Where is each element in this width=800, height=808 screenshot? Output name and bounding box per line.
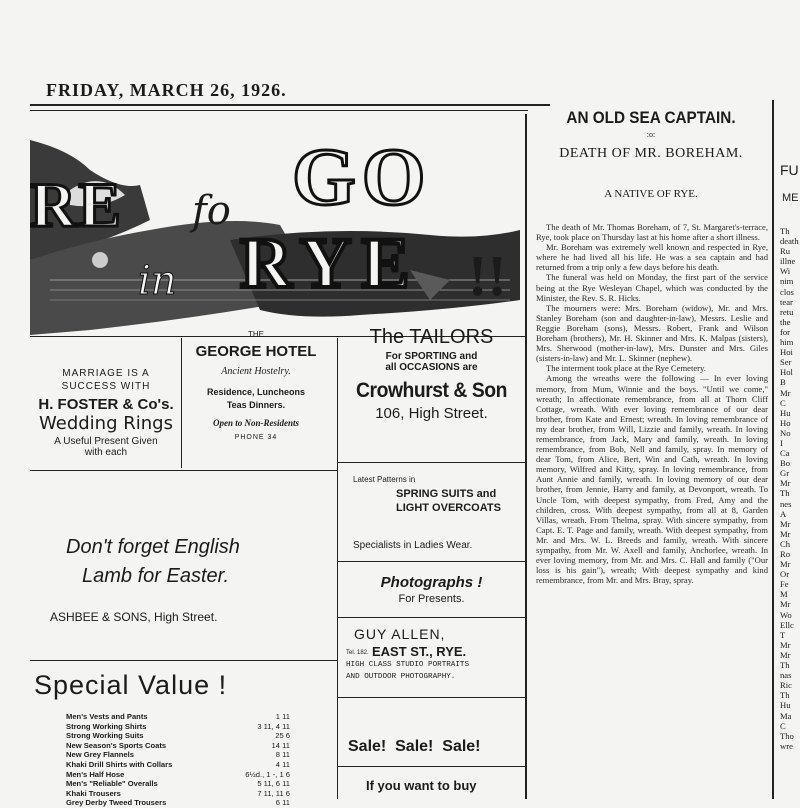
tailors-address: 106, High Street. <box>375 405 488 422</box>
right-column-fragment: nas <box>780 670 792 681</box>
banner-word-re: RE <box>30 169 123 240</box>
right-column-fragment: Tho <box>780 730 794 741</box>
tailors-line1: For SPORTING and <box>385 351 478 362</box>
right-column-fragment: C <box>780 720 786 731</box>
list-item: New Season's Sports Coats 14 11 <box>66 740 290 750</box>
list-item: Khaki Trousers 7 11, 11 6 <box>66 788 290 798</box>
special-title: Special Value ! <box>34 670 228 700</box>
right-column-fragment: nes <box>780 498 792 509</box>
lamb-line2: Lamb for Easter. <box>82 565 230 587</box>
right-column-fragment: Mr <box>780 387 791 398</box>
marriage-line1: MARRIAGE IS A <box>62 368 150 379</box>
right-column-fragments <box>780 226 800 799</box>
right-heading-a: FU <box>780 162 799 178</box>
photo-ad <box>338 574 525 605</box>
right-column-fragment: death <box>780 236 799 247</box>
right-column-fragment: C <box>780 397 786 408</box>
right-column-fragment: Hol <box>780 367 793 378</box>
photo-tel: Tel. 182. <box>346 650 369 656</box>
banner-exclaim: !! <box>468 243 507 308</box>
right-column-fragment: Gr <box>780 468 790 479</box>
photo-title: Photographs ! <box>380 574 483 591</box>
marriage-line5: A Useful Present Given <box>54 436 158 447</box>
banner-word-in: in <box>138 258 177 304</box>
right-column-fragment: B <box>780 377 786 388</box>
tailors-title: The TAILORS <box>369 326 494 348</box>
photo-line2: AND OUTDOOR PHOTOGRAPHY. <box>346 673 456 681</box>
right-column-fragment: for <box>780 326 791 337</box>
hotel-line1: Residence, Luncheons <box>206 387 306 397</box>
photo-name: GUY ALLEN, <box>354 626 446 642</box>
special-list <box>66 712 290 808</box>
article-paragraph: Mr. Boreham was extremely well known and respected in Rye, where he had lived all his life. He was a sea captain and had returned from a trip only a few days before his death. <box>536 242 768 273</box>
list-item: Strong Working Suits 25 6 <box>66 731 290 741</box>
right-column-fragment: Hoi <box>780 347 793 358</box>
hotel-ad <box>182 330 330 441</box>
right-column-fragment: Hu <box>780 700 791 711</box>
right-column-fragment: Mr <box>780 518 791 529</box>
article-divider: :o: <box>646 130 656 139</box>
tailors-latest: Latest Patterns in <box>353 475 416 484</box>
right-column-fragment: Wi <box>780 266 791 277</box>
article-right-rule <box>772 100 774 799</box>
marriage-product: Wedding Rings <box>39 413 173 434</box>
right-column-fragment: Ma <box>780 710 792 721</box>
sale-divider <box>338 766 525 767</box>
right-column-fragment: I <box>780 437 783 448</box>
right-column-fragment: Th <box>780 226 790 236</box>
right-column-fragment: Fe <box>780 579 789 590</box>
hotel-the: THE <box>248 330 264 339</box>
list-item: Men's "Reliable" Overalls 5 11, 6 11 <box>66 779 290 789</box>
lamb-firm: ASHBEE & SONS, High Street. <box>50 610 218 624</box>
right-column-fragment: retu <box>780 306 794 317</box>
right-column-fragment: No <box>780 427 791 438</box>
right-column-fragment: Ser <box>780 357 792 368</box>
right-column-fragment: Wo <box>780 609 792 620</box>
article-paragraph: Among the wreaths were the following — In ever loving memory, from Mum, Winnie and the boys. "Until we come," wreath; In affectionate remembrance, from all at Thorn Cliff Cottage, wreath. With ever loving remembrance of our dear brother, from Kate and Ernest; wreath. In loving remembrance of my dear brother, from Will, Lizzie and family, wreath. In loving remembrance, from Jack, Mary and family, wreath. In loving remembrance, from Bob, Nell and family, spray. In memory of dear Tom, from Alice, Bert, Win and Cath, wreath. In loving memory, Wilfred and Kitty, spray. In loving remembrance, from Aunt Annie and family, wreath. In loving memory of our dear brother, from Jennie, Harry and family, at Devonport, wreath. To Uncle Tom, with deepest sympathy, from Fred, Amy and the children, cross. With deepest sympathy, from all at 8, Garden Villas, wreath. From Thelma, spray. With sincere sympathy, from Capt. E. T. Page and family, wreath. With deepest sympathy, from Mr. and Mrs. W. L. Breeds and family, wreath. With sincere sympathy, from Mr. W. Axell and family, Anchorlee, wreath. In ever loving memory, from Mr. and Mrs. C. Hall and family ("Our loss is his gain"), wreath; With deepest sympathy and kind remembrance, from Mr. and Mrs. Bray, spray. <box>536 373 768 586</box>
article-body <box>536 222 768 799</box>
right-column-fragment: Ch <box>780 538 791 549</box>
right-column-fragment: T <box>780 629 786 640</box>
photo-bottom-rule <box>338 697 525 698</box>
marriage-line6: with each <box>84 447 128 458</box>
hotel-line2: Teas Dinners. <box>226 400 286 410</box>
banner-illustration <box>30 130 520 335</box>
article-paragraph: The mourners were: Mrs. Boreham (widow), Mr. and Mrs. Stanley Boreham (son and daughter-in-law), Messrs. Leslie and Reggie Boreham (sons), Messrs. Robert, Frank and Wilson Boreham (brothers), Mr. H. Skinner and Mrs. K. Malpas (sisters), Mrs. Sherwood (mother-in-law), Mrs. Dunster and Mrs. Giles (sisters-in-law) and Mr. L. Skinner (nephew). <box>536 302 768 364</box>
banner-word-to: fo <box>192 188 231 234</box>
lamb-bottom-rule <box>30 660 337 661</box>
banner-word-go: GO <box>292 131 432 222</box>
right-column-fragment: Mr <box>780 559 791 570</box>
right-column-fragment: Mr <box>780 599 791 610</box>
right-column-fragment: M <box>780 589 788 600</box>
right-column-fragment: nim <box>780 276 794 287</box>
right-heading-b: ME <box>782 192 799 204</box>
list-item: Grey Derby Tweed Trousers 6 11 <box>66 798 290 808</box>
right-column-fragment: Hu <box>780 407 791 418</box>
list-item: New Grey Flannels 8 11 <box>66 750 290 760</box>
lamb-line1: Don't forget English <box>66 536 240 558</box>
article-headline: AN OLD SEA CAPTAIN. <box>566 108 736 127</box>
right-column-fragment: wre <box>780 740 793 751</box>
list-item: Strong Working Shirts 3 11, 4 11 <box>66 721 290 731</box>
right-column-fragment: him <box>780 337 794 348</box>
right-column-fragment: Th <box>780 660 790 671</box>
tailors-bottom-rule <box>338 561 525 562</box>
right-column-fragment: clos <box>780 286 794 297</box>
article-subhead: DEATH OF MR. BOREHAM. <box>559 146 743 161</box>
right-column-fragment: Ho <box>780 417 791 428</box>
right-column-fragment: Mr <box>780 478 791 489</box>
masthead-rule <box>30 104 550 106</box>
right-column-fragment: Bo <box>780 458 791 469</box>
sale-sub: If you want to buy <box>366 778 477 793</box>
photo-line1: HIGH CLASS STUDIO PORTRAITS <box>346 661 470 669</box>
photo-sub: For Presents. <box>398 593 465 605</box>
sale-title: Sale! Sale! Sale! <box>348 738 481 755</box>
marriage-ad <box>30 368 182 458</box>
hotel-subtitle: Ancient Hostelry. <box>221 366 291 377</box>
tailors-divider <box>338 462 525 463</box>
right-column-fragment: Mr <box>780 639 791 650</box>
left-mid-rule <box>30 470 337 471</box>
masthead-rule-thin <box>30 110 528 111</box>
right-column-fragment: illne <box>780 256 796 267</box>
right-column-fragment: Th <box>780 488 790 499</box>
right-column-fragment: Mr <box>780 528 791 539</box>
tailors-ad <box>338 326 525 422</box>
right-column-fragment: Th <box>780 690 790 701</box>
photo-address: EAST ST., RYE. <box>372 644 467 659</box>
photo-divider <box>338 617 525 618</box>
banner-word-rye: RYE <box>240 223 420 303</box>
marriage-line2: SUCCESS WITH <box>61 381 151 392</box>
hotel-line3: Open to Non-Residents <box>212 418 299 428</box>
right-column-fragment: Ca <box>780 448 790 459</box>
tailors-specialists: Specialists in Ladies Wear. <box>353 540 473 551</box>
list-item: Men's Half Hose 6½d., 1 -, 1 6 <box>66 769 290 779</box>
right-column-fragment: Mr <box>780 649 791 660</box>
article-subhead2: A NATIVE OF RYE. <box>604 188 698 200</box>
hotel-name: GEORGE HOTEL <box>195 343 317 360</box>
article-paragraph: The death of Mr. Thomas Boreham, of 7, St. Margaret's-terrace, Rye, took place on Thursday last at his home after a short illness. <box>536 222 768 243</box>
list-item: Men's Vests and Pants 1 11 <box>66 712 290 721</box>
right-column-fragment: A <box>780 508 787 519</box>
right-column-fragment: Or <box>780 569 790 580</box>
marriage-firm: H. FOSTER & Co's. <box>38 396 174 413</box>
left-panel-right-rule <box>525 114 527 799</box>
hotel-phone: PHONE 34 <box>234 434 278 441</box>
tailors-overcoats: LIGHT OVERCOATS <box>396 502 501 514</box>
right-column-fragment: the <box>780 316 791 327</box>
lamb-ad <box>30 536 330 624</box>
article-paragraph: The interment took place at the Rye Cemetery. <box>546 363 706 374</box>
right-column-fragment: tear <box>780 296 793 307</box>
tailors-line2: all OCCASIONS are <box>385 362 478 373</box>
date-line: FRIDAY, MARCH 26, 1926. <box>46 80 287 100</box>
right-column-fragment: Ro <box>780 549 791 559</box>
list-item: Khaki Drill Shirts with Collars 4 11 <box>66 759 290 769</box>
tailors-suits: SPRING SUITS and <box>396 488 497 500</box>
tailors-firm: Crowhurst & Son <box>356 379 507 402</box>
right-column-fragment: Ru <box>780 246 791 257</box>
right-column-fragment: Ric <box>780 680 792 691</box>
right-column-fragment: Ellc <box>780 619 794 630</box>
article-paragraph: The funeral was held on Monday, the first part of the service being at the Rye Wesleyan Chapel, which was conducted by the Minister, the Rev. S. R. Hicks. <box>536 272 768 303</box>
